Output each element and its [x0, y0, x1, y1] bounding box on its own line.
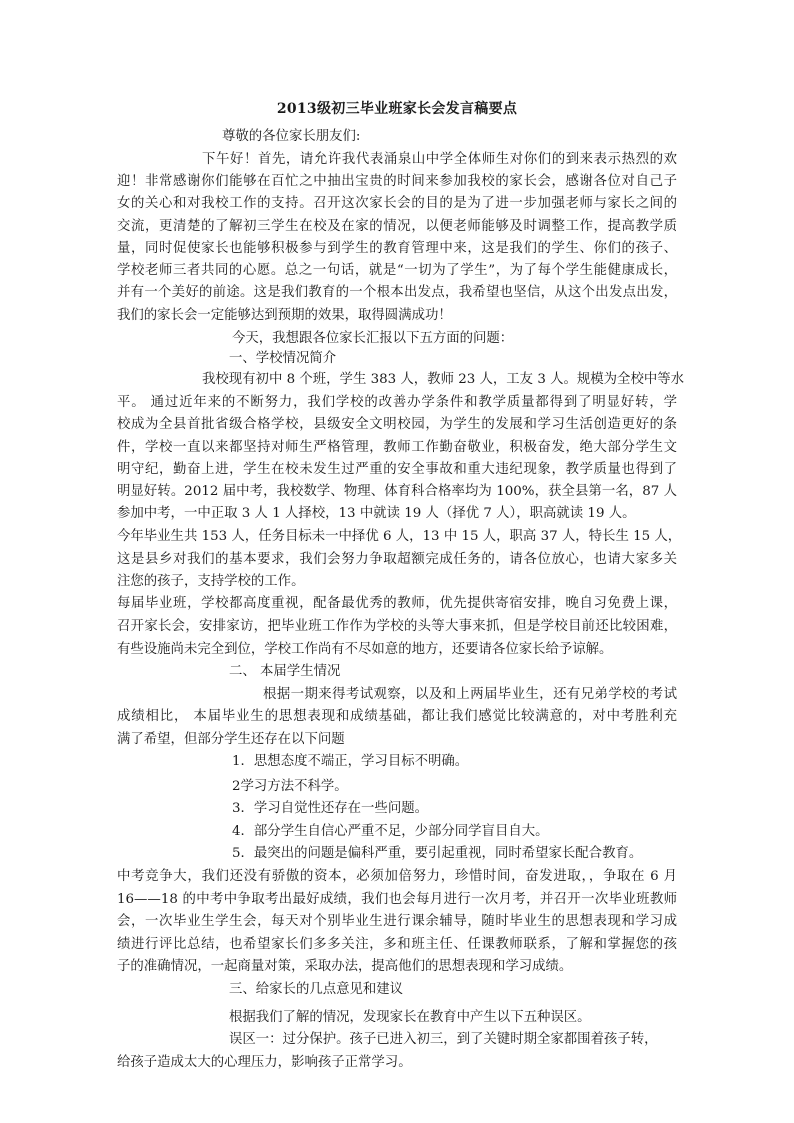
body-text-line: 下午好！首先，请允许我代表涌泉山中学全体师生对你们的到来表示热烈的欢 [202, 152, 677, 167]
body-text-line: 2学习方法不科学。 [232, 779, 348, 794]
body-text-line: 这是县乡对我们的基本要求，我们会努力争取超额完成任务的，请各位放心，也请大家多关 [117, 552, 677, 567]
document-title: 2013级初三毕业班家长会发言稿要点 [276, 101, 518, 117]
body-text-line: 明显好转。2012 届中考，我校数学、物理、体育科合格率均为 100%，获全县第一名，87 人 [117, 484, 677, 499]
body-text-line: 给孩子造成太大的心理压力，影响孩子正常学习。 [117, 1055, 412, 1070]
body-text-line: 平。 通过近年来的不断努力，我们学校的改善办学条件和教学质量都得到了明显好转，学 [117, 395, 677, 410]
body-text-line: 每届毕业班，学校都高度重视，配备最优秀的教师，优先提供寄宿安排，晚自习免费上课， [117, 596, 677, 611]
body-text-line: 3．学习自觉性还存在一些问题。 [232, 801, 428, 816]
body-text-line: 根据一期来得考试观察，以及和上两届毕业生，还有兄弟学校的考试 [263, 687, 677, 702]
body-text-line: 件，学校一直以来都坚持对师生严格管理，教师工作勤奋敬业，积极奋发，绝大部分学生文 [117, 440, 677, 455]
body-text-line: 一、学校情况简介 [229, 351, 337, 366]
body-text-line: 我校现有初中 8 个班，学生 383 人，教师 23 人，工友 3 人。规模为全校中等水 [202, 372, 685, 387]
body-text-line: 参加中考，一中正取 3 人 1 人择校，13 中就读 19 人（择优 7 人），职高就读 19 人。 [117, 506, 636, 521]
body-text-line: 校成为全县首批省级合格学校，县级安全文明校园，为学生的发展和学习生活创造更好的条 [117, 417, 677, 432]
body-text-line: 今天，我想跟各位家长汇报以下五方面的问题： [232, 331, 514, 346]
body-text-line: 误区一：过分保护。孩子已进入初三，到了关键时期全家都围着孩子转， [229, 1032, 658, 1047]
body-text-line: 我们的家长会一定能够达到预期的效果，取得圆满成功！ [117, 308, 452, 323]
body-text-line: 交流，更清楚的了解初三学生在校及在家的情况，以便老师能够及时调整工作，提高教学质 [117, 219, 677, 234]
body-text-line: 1．思想态度不端正，学习目标不明确。 [232, 754, 469, 769]
body-text-line: 迎！非常感谢你们能够在百忙之中抽出宝贵的时间来参加我校的家长会，感谢各位对自己子 [117, 174, 677, 189]
body-text-line: 召开家长会，安排家访，把毕业班工作作为学校的头等大事来抓，但是学校目前还比较困难， [117, 619, 677, 634]
body-text-line: 明守纪，勤奋上进，学生在校未发生过严重的安全事故和重大违纪现象，教学质量也得到了 [117, 462, 677, 477]
body-text-line: 有些设施尚未完全到位，学校工作尚有不尽如意的地方，还要请各位家长给予谅解。 [117, 642, 613, 657]
body-text-line: 二、 本届学生情况 [229, 664, 341, 679]
body-text-line: 5．最突出的问题是偏科严重，要引起重视，同时希望家长配合教育。 [232, 846, 643, 861]
body-text-line: 成绩相比， 本届毕业生的思想表现和成绩基础，都让我们感觉比较满意的，对中考胜利充 [117, 709, 677, 724]
body-text-line: 绩进行评比总结，也希望家长们多多关注，多和班主任、任课教师联系，了解和掌握您的孩 [117, 937, 677, 952]
body-text-line: 女的关心和对我校工作的支持。召开这次家长会的目的是为了进一步加强老师与家长之间的 [117, 196, 677, 211]
body-text-line: 4．部分学生自信心严重不足，少部分同学盲目自大。 [232, 824, 549, 839]
body-text-line: 根据我们了解的情况，发现家长在教育中产生以下五种误区。 [229, 1010, 591, 1025]
body-text-line: 子的准确情况，一起商量对策，采取办法，提高他们的思想表现和学习成绩。 [117, 959, 573, 974]
body-text-line: 量，同时促使家长也能够积极参与到学生的教育管理中来，这是我们的学生、你们的孩子、 [117, 241, 677, 256]
body-text-line: 注您的孩子，支持学校的工作。 [117, 574, 305, 589]
body-text-line: 满了希望，但部分学生还存在以下问题 [117, 732, 345, 747]
body-text-line: 中考竞争大，我们还没有骄傲的资本，必须加倍努力，珍惜时间，奋发进取，，争取在 6 月 [117, 869, 677, 884]
body-text-line: 三、给家长的几点意见和建议 [229, 982, 404, 997]
body-text-line: 尊敬的各位家长朋友们: [222, 129, 361, 144]
body-text-line: 会，一次毕业生学生会，每天对个别毕业生进行课余辅导，随时毕业生的思想表现和学习成 [117, 914, 677, 929]
body-text-line: 16——18 的中考中争取考出最好成绩，我们也会每月进行一次月考，并召开一次毕业班教师 [117, 892, 677, 907]
body-text-line: 学校老师三者共同的心愿。总之一句话，就是“一切为了学生”，为了每个学生能健康成长， [117, 263, 677, 278]
body-text-line: 并有一个美好的前途。这是我们教育的一个根本出发点，我希望也坚信，从这个出发点出发， [117, 285, 677, 300]
body-text-line: 今年毕业生共 153 人，任务目标未一中择优 6 人，13 中 15 人，职高 37 人，特长生 15 人， [117, 529, 682, 544]
